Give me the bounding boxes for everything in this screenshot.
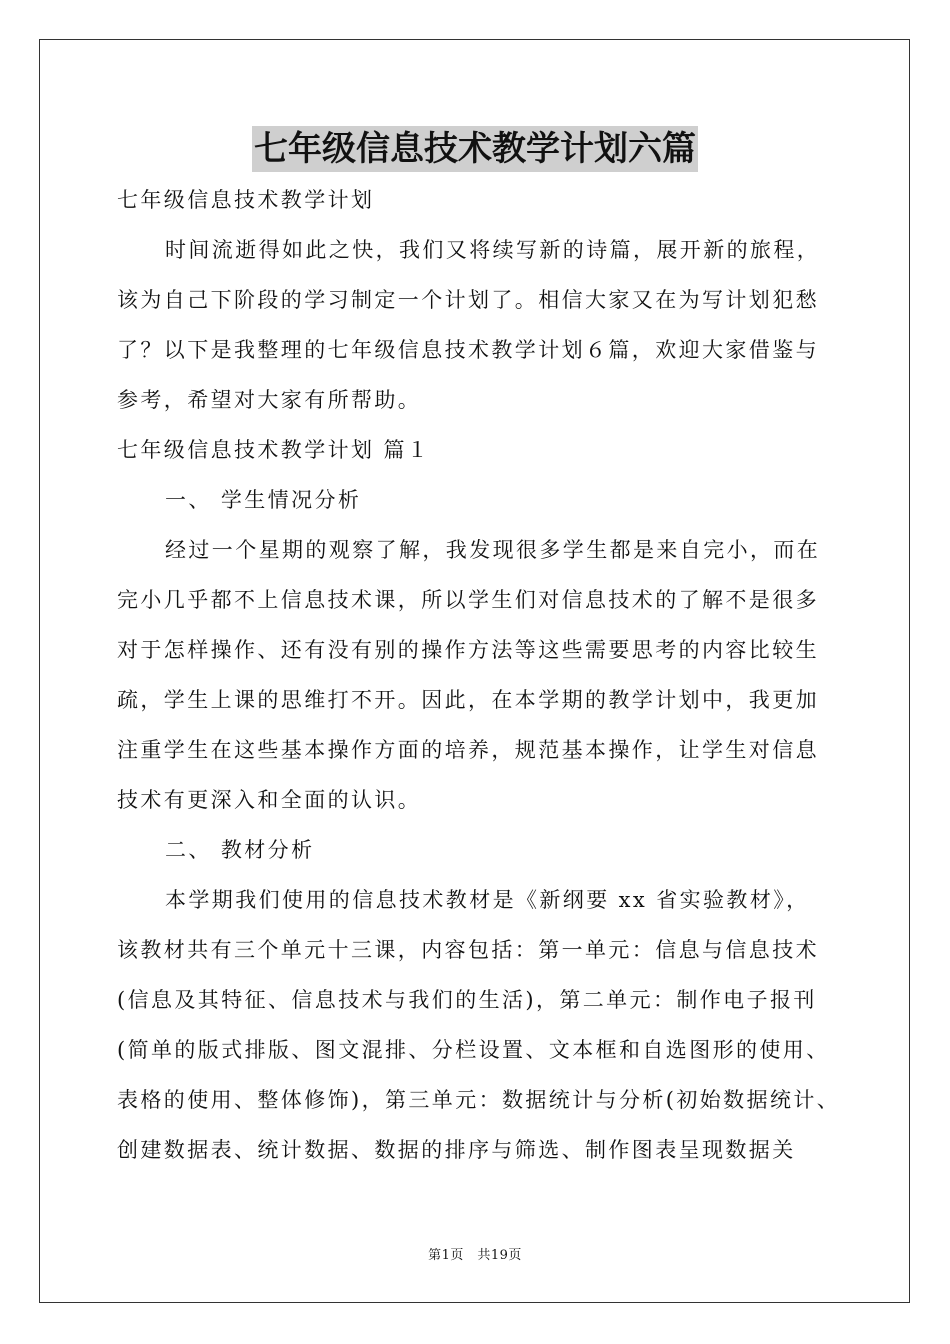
text-line: 该为自己下阶段的学习制定一个计划了。相信大家又在为写计划犯愁: [117, 288, 819, 312]
text-line: 该教材共有三个单元十三课，内容包括：第一单元：信息与信息技术: [117, 938, 819, 962]
text-line: 疏，学生上课的思维打不开。因此，在本学期的教学计划中，我更加: [117, 688, 819, 712]
text-line: (简单的版式排版、图文混排、分栏设置、文本框和自选图形的使用、: [117, 1038, 830, 1062]
text-line: 七年级信息技术教学计划: [117, 188, 375, 212]
text-line: 二、 教材分析: [165, 838, 315, 862]
text-line: 经过一个星期的观察了解，我发现很多学生都是来自完小，而在: [165, 538, 821, 562]
text-line: 创建数据表、统计数据、数据的排序与筛选、制作图表呈现数据关: [117, 1138, 796, 1162]
text-line: 七年级信息技术教学计划 篇１: [117, 438, 431, 462]
text-line: 一、 学生情况分析: [165, 488, 362, 512]
text-line: 时间流逝得如此之快，我们又将续写新的诗篇，展开新的旅程，: [165, 238, 821, 262]
text-line: 技术有更深入和全面的认识。: [117, 788, 422, 812]
text-line: 了？以下是我整理的七年级信息技术教学计划６篇，欢迎大家借鉴与: [117, 338, 819, 362]
text-line: (信息及其特征、信息技术与我们的生活)，第二单元：制作电子报刊: [117, 988, 817, 1012]
text-line: 参考，希望对大家有所帮助。: [117, 388, 422, 412]
text-line: 完小几乎都不上信息技术课，所以学生们对信息技术的了解不是很多: [117, 588, 819, 612]
text-line: 对于怎样操作、还有没有别的操作方法等这些需要思考的内容比较生: [117, 638, 819, 662]
page-footer: 第1页 共19页: [428, 1248, 522, 1263]
title-container: [0, 126, 950, 172]
text-line: 本学期我们使用的信息技术教材是《新纲要 xx 省实验教材》，: [165, 888, 810, 912]
text-line: 注重学生在这些基本操作方面的培养，规范基本操作，让学生对信息: [117, 738, 819, 762]
text-line: 表格的使用、整体修饰)，第三单元：数据统计与分析(初始数据统计、: [117, 1088, 841, 1112]
document-body: [117, 175, 839, 1175]
document-title: 七年级信息技术教学计划六篇: [252, 126, 698, 172]
